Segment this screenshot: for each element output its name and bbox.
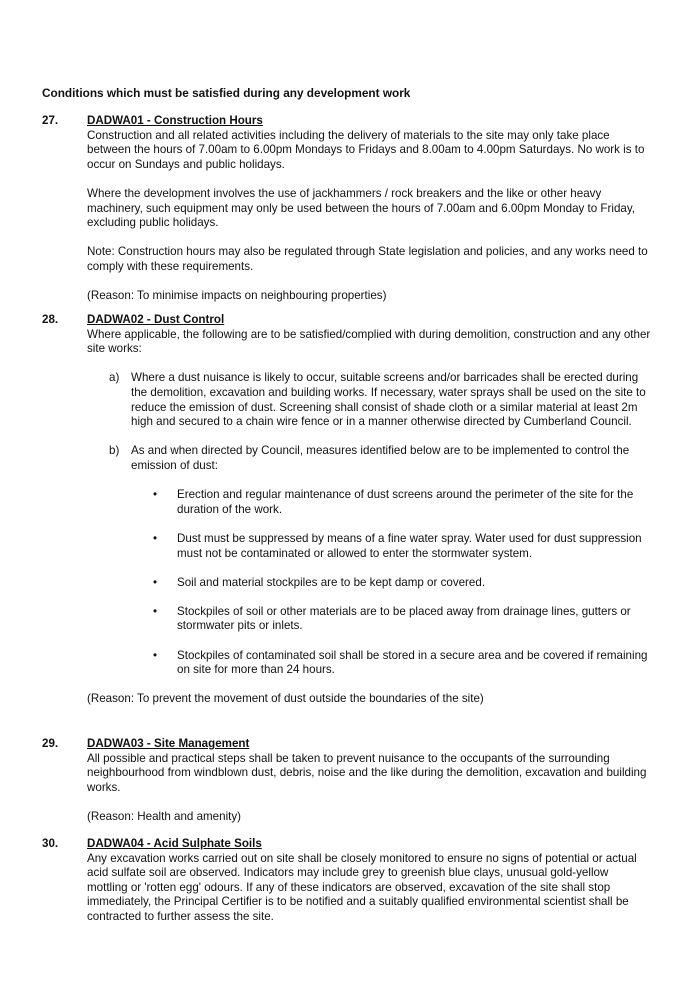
- condition-title: DADWA03 - Site Management: [87, 737, 250, 750]
- bullet-icon: •: [153, 488, 158, 502]
- bullet-list: [153, 488, 652, 678]
- list-label: a): [109, 371, 120, 385]
- bullet-icon: •: [153, 575, 158, 589]
- condition-29: [42, 737, 652, 825]
- bullet-icon: •: [153, 648, 158, 662]
- condition-30: [42, 837, 652, 925]
- bullet-text: Dust must be suppressed by means of a fine water spray. Water used for dust suppression must not be contaminated or allowed to enter the stormwater system.: [177, 531, 642, 560]
- reason-text: (Reason: Health and amenity): [87, 809, 242, 823]
- bullet-text: Stockpiles of soil or other materials are to be placed away from drainage lines, gutters or stormwater pits or inlets.: [177, 604, 631, 633]
- list-item-a: [109, 371, 652, 429]
- condition-number: 29.: [42, 737, 59, 750]
- page-heading: Conditions which must be satisfied during any development work: [42, 86, 411, 100]
- condition-title: DADWA04 - Acid Sulphate Soils: [87, 837, 262, 850]
- reason-text: (Reason: To minimise impacts on neighbouring properties): [87, 289, 387, 303]
- bullet-icon: •: [153, 531, 158, 545]
- bullet-text: Stockpiles of contaminated soil shall be stored in a secure area and be covered if remaining on site for more than 24 hours.: [177, 648, 648, 677]
- bullet-text: Erection and regular maintenance of dust screens around the perimeter of the site for the duration of the work.: [177, 488, 634, 516]
- paragraph: All possible and practical steps shall be taken to prevent nuisance to the occupants of the surrounding neighbourhood from windblown dust, debris, noise and the like during the demolition, excavation and building works.: [87, 751, 647, 794]
- list-text: As and when directed by Council, measures identified below are to be implemented to control the emission of dust:: [131, 444, 630, 472]
- condition-title: DADWA01 - Construction Hours: [87, 114, 263, 127]
- bullet-item: [153, 649, 652, 678]
- condition-27: [42, 114, 652, 304]
- bullet-item: [153, 532, 652, 561]
- paragraph: Where the development involves the use of jackhammers / rock breakers and the like or other heavy machinery, such equipment may only be used between the hours of 7.00am and 6.00pm Monday to Friday, excluding public holidays.: [87, 186, 636, 230]
- reason-text: (Reason: To prevent the movement of dust outside the boundaries of the site): [87, 692, 484, 706]
- condition-28: [42, 313, 652, 707]
- list-label: b): [109, 444, 120, 458]
- list-item-b: [109, 444, 652, 678]
- condition-number: 27.: [42, 114, 59, 127]
- list-text: Where a dust nuisance is likely to occur, suitable screens and/or barricades shall be erected during the demolition, excavation and building works. If necessary, water sprays shall be used on the site to reduce the emission of dust. Screening shall consist of shade cloth or a similar material at least 2m high and secured to a chain wire fence or in a manner otherwise directed by Cumberland Council.: [131, 371, 646, 429]
- bullet-item: [153, 605, 652, 634]
- paragraph: Any excavation works carried out on site shall be closely monitored to ensure no signs of potential or actual acid sulfate soil are observed. Indicators may include grey to greenish blue clays, unusual gold-yellow mottling or 'rotten egg' odours. If any of these indicators are observed, excavation of the site shall stop immediately, the Principal Certifier is to be notified and a suitably qualified environmental scientist shall be contracted to further assess the site.: [87, 851, 637, 923]
- bullet-item: [153, 576, 652, 591]
- bullet-icon: •: [153, 604, 158, 618]
- paragraph: Where applicable, the following are to be satisfied/complied with during demolition, construction and any other site works:: [87, 327, 651, 356]
- condition-number: 30.: [42, 837, 59, 850]
- condition-number: 28.: [42, 313, 59, 326]
- bullet-text: Soil and material stockpiles are to be kept damp or covered.: [177, 575, 486, 589]
- paragraph: Note: Construction hours may also be regulated through State legislation and policies, and any works need to comply with these requirements.: [87, 245, 648, 273]
- condition-title: DADWA02 - Dust Control: [87, 313, 225, 326]
- paragraph: Construction and all related activities including the delivery of materials to the site may only take place between the hours of 7.00am to 6.00pm Mondays to Fridays and 8.00am to 4.00pm Saturdays. No work is to occur on Sundays and public holidays.: [87, 128, 645, 171]
- bullet-item: [153, 488, 652, 517]
